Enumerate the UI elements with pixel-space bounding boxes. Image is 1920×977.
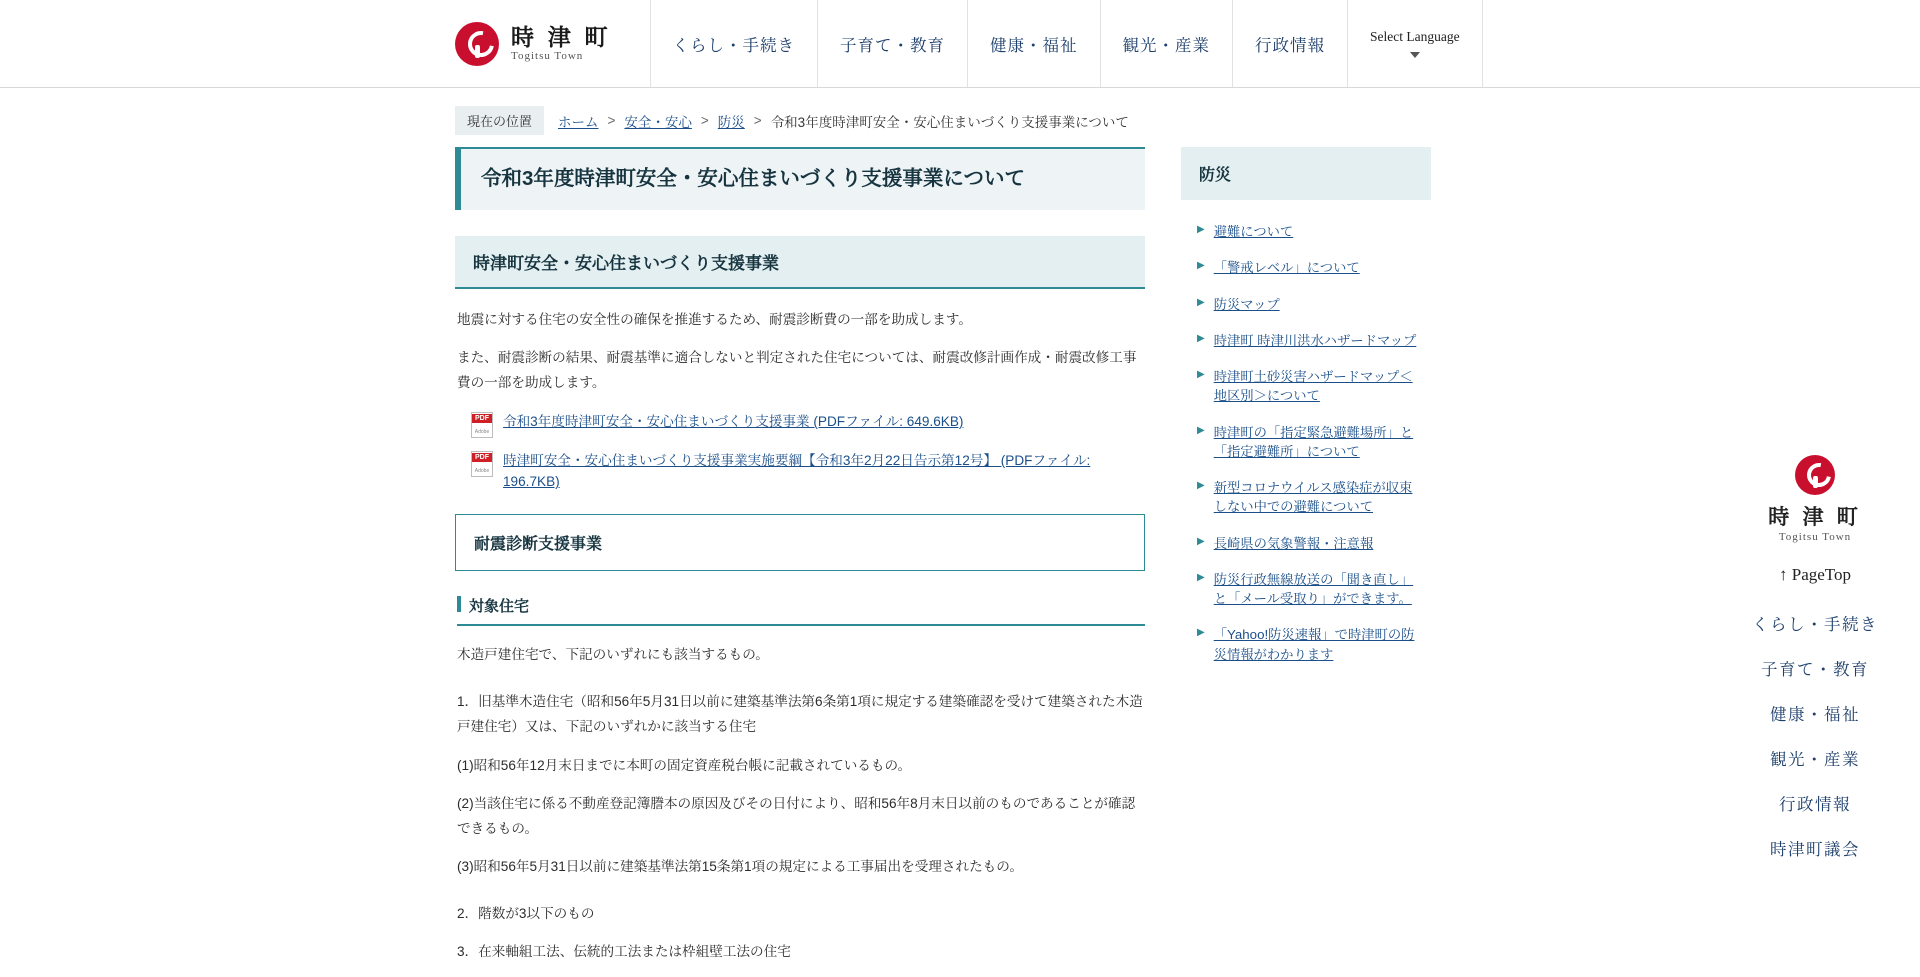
page-title: 令和3年度時津町安全・安心住まいづくり支援事業について (455, 147, 1145, 210)
sidebar-item-label[interactable]: 時津町土砂災害ハザードマップ＜地区別＞について (1213, 369, 1413, 404)
sidebar-item-disaster-map[interactable] (1191, 287, 1421, 323)
site-header (0, 0, 1920, 88)
main-content (455, 147, 1145, 977)
bullet-arrow-icon: ▶ (1197, 369, 1205, 381)
breadcrumb-separator: > (753, 113, 762, 128)
sidebar-item-evacuation-sites[interactable] (1191, 415, 1421, 471)
breadcrumb-separator: > (607, 113, 616, 128)
sidebar-item-label[interactable]: 時津町の「指定緊急避難場所」と「指定避難所」について (1213, 424, 1414, 459)
body-paragraph-1: 木造戸建住宅で、下記のいずれにも該当するもの。 (457, 647, 769, 663)
intro-paragraph-1: 地震に対する住宅の安全性の確保を推進するため、耐震診断費の一部を助成します。 (457, 311, 972, 327)
content-wrapper (0, 147, 1920, 977)
breadcrumb-item-home[interactable]: ホーム (558, 114, 599, 130)
pdf-link-list (471, 411, 1145, 492)
subsection-box-title: 耐震診断支援事業 (455, 514, 1145, 571)
right-side-navigation (1720, 455, 1910, 881)
sidebar-item-label[interactable]: 新型コロナウイルス感染症が収束しない中での避難について (1213, 480, 1413, 515)
body-paragraph-2: 1．旧基準木造住宅（昭和56年5月31日以前に建築基準法第6条第1項に規定する建築確認を受けて建築された木造戸建住宅）又は、下記のいずれかに該当する住宅 (457, 694, 1143, 735)
section-title: 時津町安全・安心住まいづくり支援事業 (455, 236, 1145, 289)
bullet-arrow-icon: ▶ (1197, 332, 1205, 344)
language-selector[interactable] (1347, 0, 1483, 87)
breadcrumb-item-current: 令和3年度時津町安全・安心住まいづくり支援事業について (770, 114, 1129, 130)
bullet-arrow-icon: ▶ (1197, 224, 1205, 235)
breadcrumb-label: 現在の位置 (455, 106, 544, 135)
sidebar-item-label[interactable]: 防災行政無線放送の「聞き直し」と「メール受取り」ができます。 (1213, 571, 1414, 607)
nav-item-gyosei[interactable]: 行政情報 (1232, 0, 1347, 87)
sidebar-item-label[interactable]: 避難について (1213, 224, 1294, 239)
logo-name-en: Togitsu Town (511, 50, 584, 63)
sidebar-item-label[interactable]: 「Yahoo!防災速報」で時津町の防災情報がわかります (1213, 627, 1415, 662)
sidebar-item-label[interactable]: 防災マップ (1213, 296, 1280, 312)
global-navigation (650, 0, 1483, 87)
body-paragraph-3: (1)昭和56年12月末日までに本町の固定資産税台帳に記載されているもの。 (457, 757, 912, 773)
sidebar-item-radio-replay[interactable] (1191, 562, 1421, 618)
breadcrumb-item-bousai[interactable]: 防災 (717, 114, 745, 130)
breadcrumb-item-safety[interactable]: 安全・安心 (624, 114, 692, 130)
body-paragraph-7: 3．在来軸組工法、伝統的工法または枠組壁工法の住宅 (457, 944, 791, 960)
bullet-arrow-icon: ▶ (1197, 424, 1205, 436)
language-selector-label: Select Language (1370, 29, 1460, 44)
chevron-down-icon (1410, 52, 1420, 58)
sidebar-item-covid-evacuation[interactable] (1191, 470, 1421, 526)
sidebar-item-landslide-hazard-map[interactable] (1191, 359, 1421, 415)
bullet-arrow-icon: ▶ (1197, 480, 1205, 492)
right-nav-item-kenko[interactable]: 健康・福祉 (1770, 705, 1860, 724)
body-paragraph-5: (3)昭和56年5月31日以前に建築基準法第15条第1項の規定による工事届出を受理されたもの。 (457, 859, 1023, 875)
bullet-arrow-icon: ▶ (1197, 535, 1205, 547)
right-logo-name-ja: 時 津 町 (1768, 505, 1862, 529)
sidebar-list (1181, 200, 1431, 683)
breadcrumb (0, 88, 1920, 147)
nav-item-kanko[interactable]: 観光・産業 (1100, 0, 1233, 87)
list-item[interactable] (471, 450, 1145, 492)
bullet-arrow-icon: ▶ (1197, 627, 1205, 639)
body-paragraph-6: 2．階数が3以下のもの (457, 906, 595, 922)
sidebar-title: 防災 (1181, 147, 1431, 200)
right-nav-item-kurashi[interactable]: くらし・手続き (1752, 615, 1878, 634)
bullet-arrow-icon: ▶ (1197, 571, 1205, 583)
intro-paragraph-2: また、耐震診断の結果、耐震基準に適合しないと判定された住宅については、耐震改修計画作成・耐震改修工事費の一部を助成します。 (457, 349, 1137, 390)
breadcrumb-separator: > (700, 113, 709, 128)
pdf-file-icon (471, 451, 493, 477)
right-nav-item-kosodate[interactable]: 子育て・教育 (1761, 660, 1869, 679)
sidebar (1181, 147, 1431, 683)
sidebar-item-label[interactable]: 時津町 時津川洪水ハザードマップ (1213, 332, 1417, 348)
body-paragraph-4: (2)当該住宅に係る不動産登記簿謄本の原因及びその日付により、昭和56年8月末日以前のものであることが確認できるもの。 (457, 795, 1136, 836)
right-logo-name-en: Togitsu Town (1778, 531, 1852, 543)
right-nav-item-gikai[interactable]: 時津町議会 (1770, 840, 1860, 859)
pdf-link-implementation-rules[interactable]: 時津町安全・安心住まいづくり支援事業実施要綱【令和3年2月22日告示第12号】 (PDFファイル: 196.7KB) (503, 453, 1091, 490)
nav-item-kenko[interactable]: 健康・福祉 (967, 0, 1100, 87)
togitsu-town-logo-icon (455, 22, 499, 66)
sidebar-item-label[interactable]: 「警戒レベル」について (1213, 260, 1360, 276)
sidebar-item-yahoo-bousai[interactable] (1191, 617, 1421, 673)
right-nav-item-gyosei[interactable]: 行政情報 (1779, 795, 1851, 814)
sub-heading-target-housing: 対象住宅 (457, 595, 1145, 626)
sidebar-item-evacuation[interactable] (1191, 214, 1421, 250)
nav-item-kurashi[interactable]: くらし・手続き (650, 0, 818, 87)
sidebar-item-weather-warnings[interactable] (1191, 526, 1421, 562)
logo-name-ja: 時 津 町 (511, 24, 612, 50)
sidebar-item-alert-level[interactable] (1191, 250, 1421, 286)
list-item[interactable] (471, 411, 1145, 438)
bullet-arrow-icon: ▶ (1197, 260, 1205, 272)
pdf-file-icon (471, 412, 493, 438)
page-top-button[interactable]: ↑ PageTop (1779, 565, 1851, 584)
right-nav-item-kanko[interactable]: 観光・産業 (1770, 750, 1860, 769)
site-logo[interactable] (455, 0, 650, 87)
nav-item-kosodate[interactable]: 子育て・教育 (817, 0, 967, 87)
bullet-arrow-icon: ▶ (1197, 296, 1205, 308)
pdf-link-support-program[interactable]: 令和3年度時津町安全・安心住まいづくり支援事業 (PDFファイル: 649.6KB) (503, 414, 964, 430)
togitsu-town-logo-icon (1795, 455, 1835, 495)
sidebar-item-label[interactable]: 長崎県の気象警報・注意報 (1213, 535, 1374, 551)
sidebar-item-flood-hazard-map[interactable] (1191, 323, 1421, 359)
